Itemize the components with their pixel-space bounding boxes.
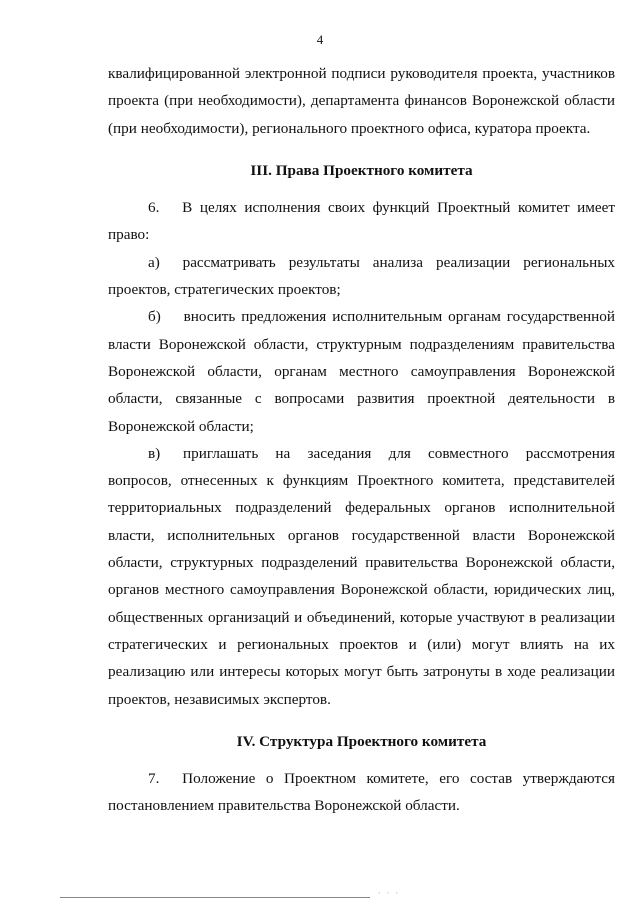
- item-a-marker: а): [148, 253, 160, 271]
- item-b: [108, 303, 615, 439]
- footer-marks: · · ·: [378, 889, 400, 898]
- item-b-text: вносить предложения исполнительным органам государственной власти Воронежской области, структурным подразделениям правительства Воронежской области, органам местного самоуправления Воронежской области, связанные с вопросами развития проектной деятельности в Воронежской области;: [108, 308, 615, 435]
- footer-rule: [60, 897, 370, 898]
- paragraph-7-text: Положение о Проектном комитете, его состав утверждаются постановлением правительства Воронежской области.: [108, 770, 615, 815]
- paragraph-6-text: В целях исполнения своих функций Проектный комитет имеет право:: [108, 199, 615, 244]
- item-a-text: рассматривать результаты анализа реализации региональных проектов, стратегических проектов;: [108, 253, 615, 299]
- paragraph-7-number: 7.: [148, 770, 160, 788]
- paragraph-7: [108, 765, 615, 820]
- item-a: [108, 249, 615, 304]
- item-b-marker: б): [148, 308, 161, 326]
- item-c: [108, 440, 615, 713]
- intro-paragraph: квалифицированной электронной подписи руководителя проекта, участников проекта (при необходимости), департамента финансов Воронежской области (при необходимости), регионального проектного офиса, куратора проекта.: [108, 65, 615, 137]
- section-3-heading: III. Права Проектного комитета: [250, 161, 473, 179]
- item-c-text: приглашать на заседания для совместного рассмотрения вопросов, отнесенных к функциям Проектного комитета, представителей территориальных подразделений федеральных органов исполнительной власти, исполнительных органов государственной власти Воронежской области, структурных подразделений правительства Воронежской области, органов местного самоуправления Воронежской области, юридических лиц, общественных организаций и объединений, которые участвуют в реализации стратегических и региональных проектов и (или) могут влиять на их реализацию или интересы которых могут быть затронуты в ходе реализации проектов, независимых экспертов.: [108, 444, 615, 708]
- page-number: 4: [316, 32, 324, 47]
- document-body: [108, 60, 615, 820]
- section-4-heading: IV. Структура Проектного комитета: [236, 732, 487, 750]
- paragraph-6-number: 6.: [148, 199, 160, 217]
- item-c-marker: в): [148, 444, 161, 462]
- paragraph-6: [108, 194, 615, 249]
